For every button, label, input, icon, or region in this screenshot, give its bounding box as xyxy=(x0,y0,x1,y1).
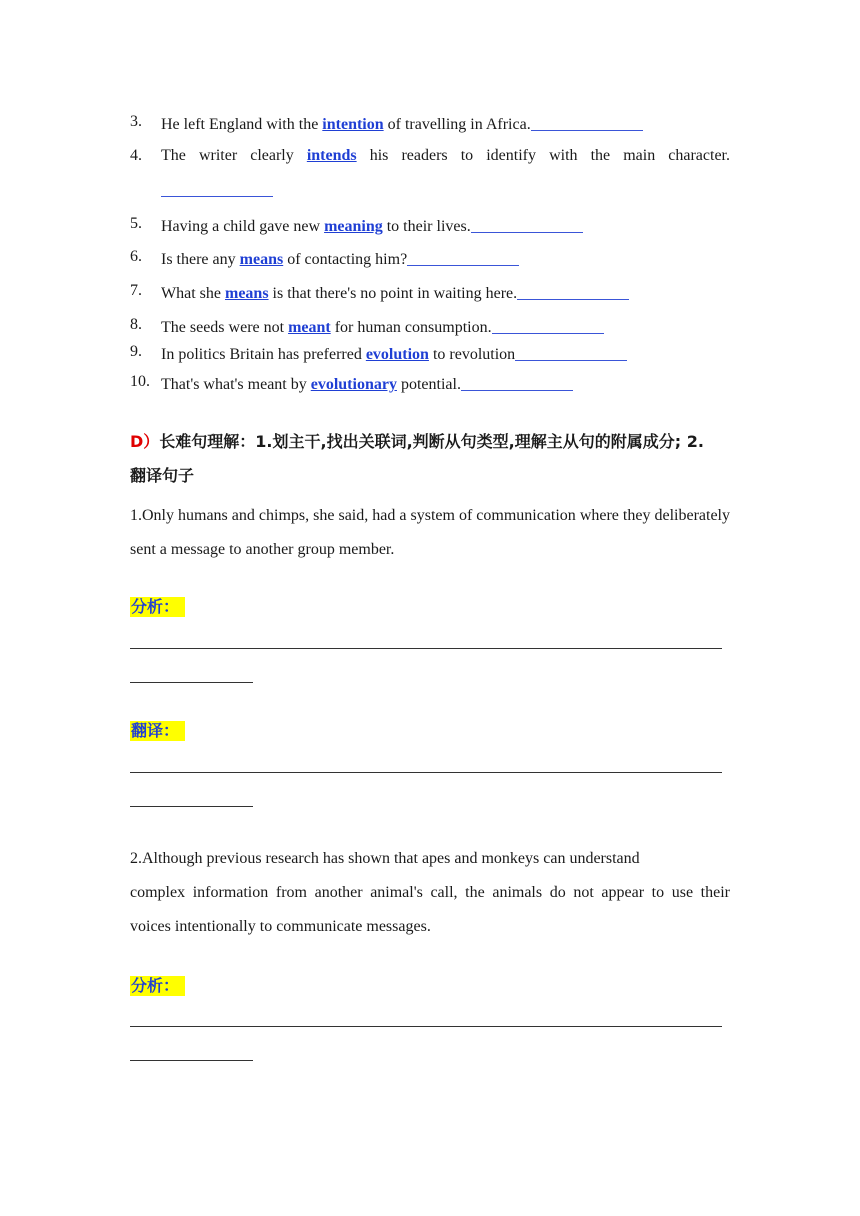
answer-blank[interactable] xyxy=(407,249,519,266)
sentence-2-line: 2.Although previous research has shown that apes and monkeys can understand xyxy=(130,850,640,867)
translation-answer-line[interactable] xyxy=(130,788,253,807)
analysis-answer-line[interactable] xyxy=(130,1008,722,1027)
item-sentence: Is there any means of contacting him? xyxy=(161,247,730,270)
keyword: intention xyxy=(322,116,384,133)
section-title: 长难句理解：1.划主干,找出关联词,判断从句类型,理解主从句的附属成分; 2. xyxy=(159,432,704,451)
keyword: evolution xyxy=(365,346,429,363)
item-sentence: The seeds were not meant for human consumption. xyxy=(161,315,730,338)
sentence-1: 1.Only humans and chimps, she said, had a system of communication where they deliberately sent a message to another group member. xyxy=(130,507,730,558)
translation-label: 翻译： xyxy=(130,721,185,741)
item-number: 7. xyxy=(130,282,142,299)
item-number: 5. xyxy=(130,215,142,232)
item-number: 4. xyxy=(130,147,142,164)
section-title-continued: 翻译句子 xyxy=(130,466,195,485)
item-sentence: The writer clearly intends his readers to identify with the main character. xyxy=(161,147,730,164)
item-sentence: Having a child gave new meaning to their lives. xyxy=(161,214,730,237)
answer-blank[interactable] xyxy=(517,283,629,300)
item-number: 3. xyxy=(130,113,142,130)
item-sentence: In politics Britain has preferred evolution to revolution xyxy=(161,342,730,365)
item-sentence: He left England with the intention of travelling in Africa. xyxy=(161,112,730,135)
section-tag: D） xyxy=(130,432,160,451)
answer-blank[interactable] xyxy=(531,114,643,131)
answer-blank[interactable] xyxy=(515,344,627,361)
item-sentence: What she means is that there's no point in waiting here. xyxy=(161,281,730,304)
keyword: evolutionary xyxy=(310,376,397,393)
analysis-answer-line[interactable] xyxy=(130,1042,253,1061)
item-sentence: That's what's meant by evolutionary potential. xyxy=(161,372,730,395)
sentence-2-line: voices intentionally to communicate messages. xyxy=(130,918,431,935)
keyword: means xyxy=(239,251,284,268)
analysis-label: 分析： xyxy=(130,976,185,996)
sentence-2-line: complex information from another animal's call, the animals do not appear to use their xyxy=(130,884,730,901)
answer-blank[interactable] xyxy=(492,317,604,334)
answer-blank[interactable] xyxy=(161,180,273,197)
analysis-answer-line[interactable] xyxy=(130,630,722,649)
answer-blank[interactable] xyxy=(471,216,583,233)
item-number: 8. xyxy=(130,316,142,333)
translation-answer-line[interactable] xyxy=(130,754,722,773)
item-number: 6. xyxy=(130,248,142,265)
item-number: 9. xyxy=(130,343,142,360)
keyword: meaning xyxy=(324,218,383,235)
answer-blank[interactable] xyxy=(461,374,573,391)
section-heading xyxy=(130,425,732,493)
analysis-label: 分析： xyxy=(130,597,185,617)
keyword: meant xyxy=(288,319,331,336)
keyword: intends xyxy=(306,147,357,164)
item-number: 10. xyxy=(130,373,150,390)
analysis-answer-line[interactable] xyxy=(130,664,253,683)
keyword: means xyxy=(224,285,269,302)
